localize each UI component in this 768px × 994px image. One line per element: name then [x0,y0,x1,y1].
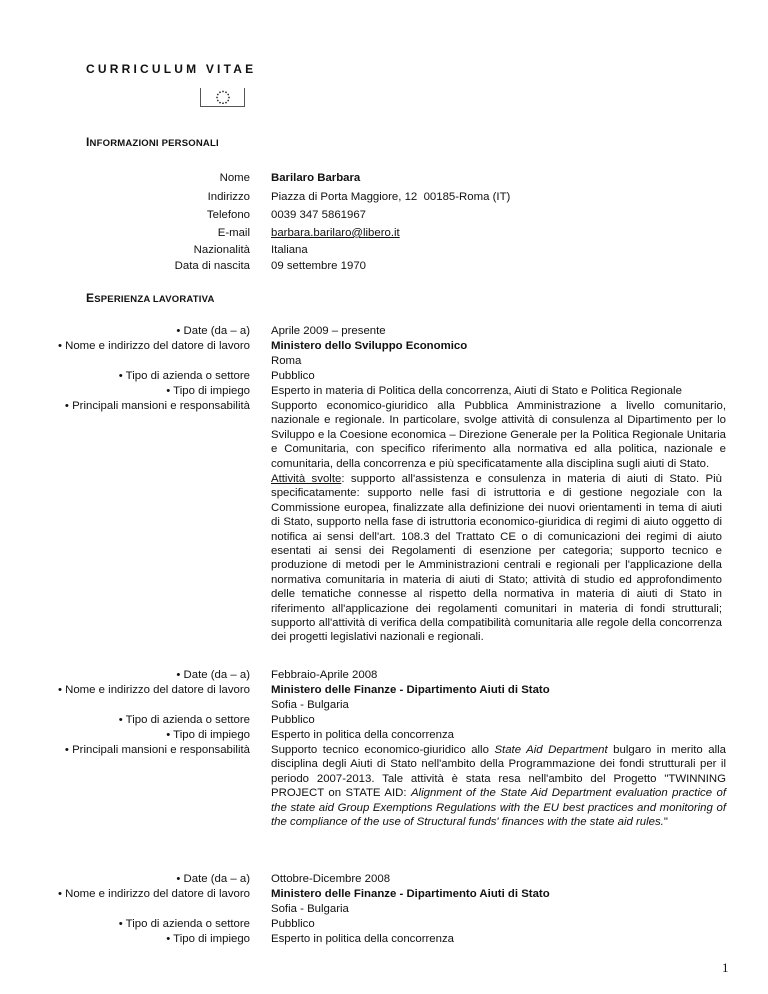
eu-flag-logo [200,88,245,107]
label-date: • Date (da – a) [176,873,250,885]
entry3-employer: Ministero delle Finanze - Dipartimento Aiuti di Stato [271,888,550,900]
value-birthdate: 09 settembre 1970 [271,260,366,272]
label-nationality: Nazionalità [193,244,250,256]
entry2-date: Febbraio-Aprile 2008 [271,669,378,681]
activities-text: : supporto all'assistenza e consulenza in materia di aiuti di Stato. Più specificatamente: supporto nelle fasi di istruttoria e di gestione negoziale con la Commissione europea, finalizzate alla definizione dei nuovi orientamenti in tema di aiuti di Stato, supporto nella fase di istruttoria economico-giuridica di regimi di aiuto oggetto di notifica ai sensi dell'art. 108.3 del Trattato CE o di comunicazioni dei regimi di aiuto esentati ai sensi dei Regolamenti di esenzione per categoria; supporto tecnico e produzione di metodi per le Amministrazioni centrali e regionali per l'applicazione della normativa comunitaria in materia di aiuti di Stato; attività di studio ed approfondimento delle tematiche connesse al rispetto della normativa in materia di aiuti di Stato in riferimento all'applicazione dei regolamenti comunitari in materia di fondi strutturali; supporto all'attività di verifica della compatibilità comunitaria alle regole della concorrenza dei progetti legislativi nazionali e regionali. [271,473,722,644]
label-employer: • Nome e indirizzo del datore di lavoro [57,340,250,352]
entry2-duties [271,743,726,829]
eu-stars-icon [215,90,231,104]
personal-info-heading [86,135,219,149]
entry1-date: Aprile 2009 – presente [271,325,386,337]
label-email: E-mail [217,227,250,239]
work-experience-heading [86,291,215,305]
entry2-type: Pubblico [271,714,315,726]
label-type: • Tipo di azienda o settore [118,918,250,930]
label-address: Indirizzo [207,191,250,203]
label-employer: • Nome e indirizzo del datore di lavoro [57,888,250,900]
value-phone: 0039 347 5861967 [271,209,367,221]
value-address: Piazza di Porta Maggiore, 12 00185-Roma (IT) [271,191,511,203]
activities-label: Attività svolte [271,473,342,485]
label-job: • Tipo di impiego [166,729,250,741]
entry1-type: Pubblico [271,370,315,382]
label-phone: Telefono [206,209,250,221]
label-type: • Tipo di azienda o settore [118,714,250,726]
entry2-job: Esperto in politica della concorrenza [271,729,454,741]
duties-text-1: Supporto tecnico economico-giuridico allo [271,744,495,756]
value-nationality: Italiana [271,244,308,256]
entry3-date: Ottobre-Dicembre 2008 [271,873,391,885]
heading-initial: E [86,291,95,305]
value-email-link[interactable]: barbara.barilaro@libero.it [271,227,400,239]
value-name: Barilaro Barbara [271,172,361,184]
label-job: • Tipo di impiego [166,933,250,945]
label-employer: • Nome e indirizzo del datore di lavoro [57,684,250,696]
label-birthdate: Data di nascita [174,260,250,272]
heading-initial: I [86,135,90,149]
duties-text-2: bulgaro in merito alla disciplina degli Aiuti di Stato nell'ambito della Programmazione dei fondi strutturali per il periodo 2007-2013. Tale attività è stata resa nell'ambito del Progetto "TWINNING PROJECT on STATE AID: [271,744,726,800]
entry2-city: Sofia - Bulgaria [271,699,349,711]
label-date: • Date (da – a) [176,669,250,681]
label-duties: • Principali mansioni e responsabilità [64,400,250,412]
label-job: • Tipo di impiego [166,385,250,397]
entry1-city: Roma [271,355,302,367]
duties-italic-2: Alignment of the State Aid Department evaluation practice of the state aid Group Exemptions Regulations with the EU best practices and monitoring of the compliance of the use of Structural funds' finances with the state aid rules. [271,787,726,829]
heading-rest: SPERIENZA LAVORATIVA [94,294,215,305]
heading-rest: NFORMAZIONI PERSONALI [89,138,219,149]
label-duties: • Principali mansioni e responsabilità [64,744,250,756]
entry3-job: Esperto in politica della concorrenza [271,933,454,945]
entry1-job: Esperto in materia di Politica della concorrenza, Aiuti di Stato e Politica Regionale [271,385,682,397]
duties-italic-1: State Aid Department [494,744,608,756]
entry1-duties: Supporto economico-giuridico alla Pubblica Amministrazione a livello comunitario, nazionale e regionale. In particolare, svolge attività di consulenza al Dipartimento per lo Sviluppo e la Coesione economica – Direzione Generale per la Politica Regionale Unitaria e Comunitaria, con specifico riferimento alla normativa ed alla politica, nazionale e comunitaria, della concorrenza e più specificatamente alla disciplina sugli aiuti di Stato. [271,400,726,470]
entry1-activities [271,472,722,645]
entry3-type: Pubblico [271,918,315,930]
document-title: CURRICULUM VITAE [86,62,257,76]
label-type: • Tipo di azienda o settore [118,370,250,382]
entry3-city: Sofia - Bulgaria [271,903,349,915]
page-number: 1 [722,960,729,975]
label-name: Nome [219,172,250,184]
entry2-employer: Ministero delle Finanze - Dipartimento Aiuti di Stato [271,684,550,696]
entry1-employer: Ministero dello Sviluppo Economico [271,340,468,352]
duties-text-3: " [663,816,668,829]
label-date: • Date (da – a) [176,325,250,337]
